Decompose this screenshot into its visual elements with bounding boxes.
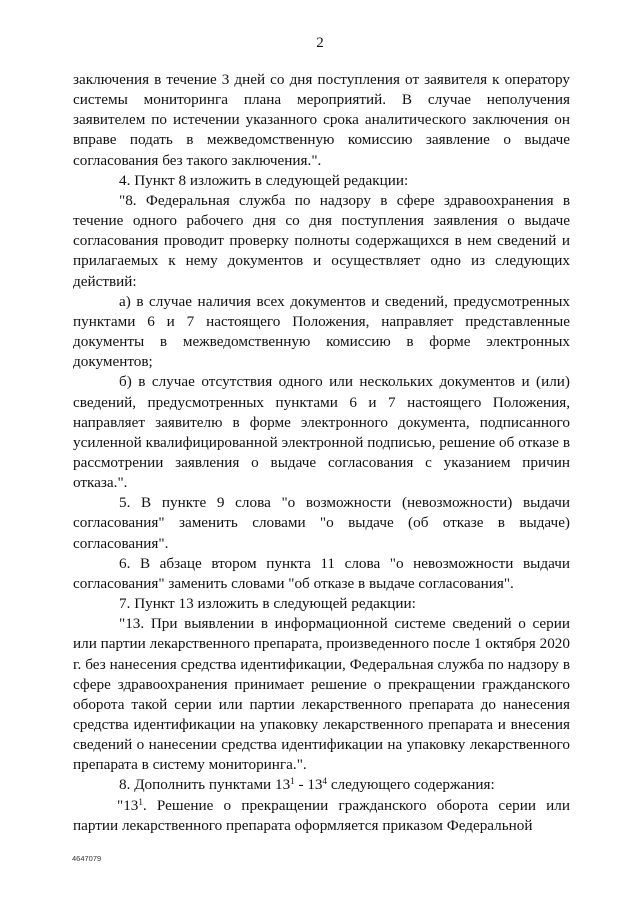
item-8-suffix: следующего содержания:	[327, 776, 495, 794]
paragraph-item-8	[73, 775, 570, 795]
superscript: 1	[138, 796, 143, 807]
document-id: 4647079	[72, 854, 102, 863]
paragraph-item-5: 5. В пункте 9 слова "о возможности (невозможности) выдачи согласования" заменить словами "о выдаче (об отказе в выдаче) согласования".	[73, 494, 570, 552]
paragraph-item-6: 6. В абзаце втором пункта 11 слова "о невозможности выдачи согласования" заменить словами "об отказе в выдаче согласования".	[73, 554, 570, 592]
paragraph-point-13-text: "13. При выявлении в информационной системе сведений о серии или партии лекарственного препарата, произведенного после 1 октября 2020 г. без нанесения средства идентификации, Федеральная служба по надзору в сфере здравоохранения принимает решение о прекращении гражданского оборота такой серии или партии лекарственного препарата до нанесения средства идентификации на упаковку лекарственного препарата и внесения сведений о нанесении средства идентификации на упаковку лекарственного препарата в систему мониторинга.".	[73, 615, 570, 774]
paragraph-continuation: заключения в течение 3 дней со дня поступления от заявителя к оператору системы мониторинга плана мероприятий. В случае неполучения заявителем по истечении указанного срока аналитического заключения он вправе подать в межведомственную комиссию заявление о выдаче согласования без такого заключения.".	[73, 71, 570, 169]
point-13-1-text: . Решение о прекращении гражданского оборота серии или партии лекарственного препарата оформляется приказом Федеральной	[73, 796, 570, 834]
paragraph-point-13-1	[73, 796, 570, 836]
paragraph-subitem-a: а) в случае наличия всех документов и сведений, предусмотренных пунктами 6 и 7 настоящего Положения, направляет представленные документы в межведомственную комиссию в форме электронных документов;	[73, 292, 570, 371]
item-8-range: - 13	[294, 776, 323, 794]
superscript: 1	[290, 776, 295, 787]
paragraph-point-8-text: "8. Федеральная служба по надзору в сфере здравоохранения в течение одного рабочего дня со дня поступления заявления о выдаче согласования проводит проверку полноты содержащихся в нем сведений и прилагаемых к нему документов и осуществляет одно из следующих действий:	[73, 191, 570, 290]
page-number: 2	[316, 35, 324, 51]
document-body	[73, 70, 570, 836]
paragraph-item-4: 4. Пункт 8 изложить в следующей редакции:	[119, 171, 409, 189]
paragraph-subitem-b: б) в случае отсутствия одного или нескольких документов и (или) сведений, предусмотренных пунктами 6 и 7 настоящего Положения, направляет заявителю в форме электронного документа, подписанного усиленной квалифицированной электронной подписью, решение об отказе в рассмотрении заявления о выдаче согласования с указанием причин отказа.".	[73, 373, 570, 492]
paragraph-item-7: 7. Пункт 13 изложить в следующей редакции:	[119, 595, 416, 613]
superscript: 4	[322, 776, 328, 787]
item-8-prefix: 8. Дополнить пунктами 13	[119, 776, 291, 794]
point-13-1-prefix: "13	[117, 796, 139, 814]
